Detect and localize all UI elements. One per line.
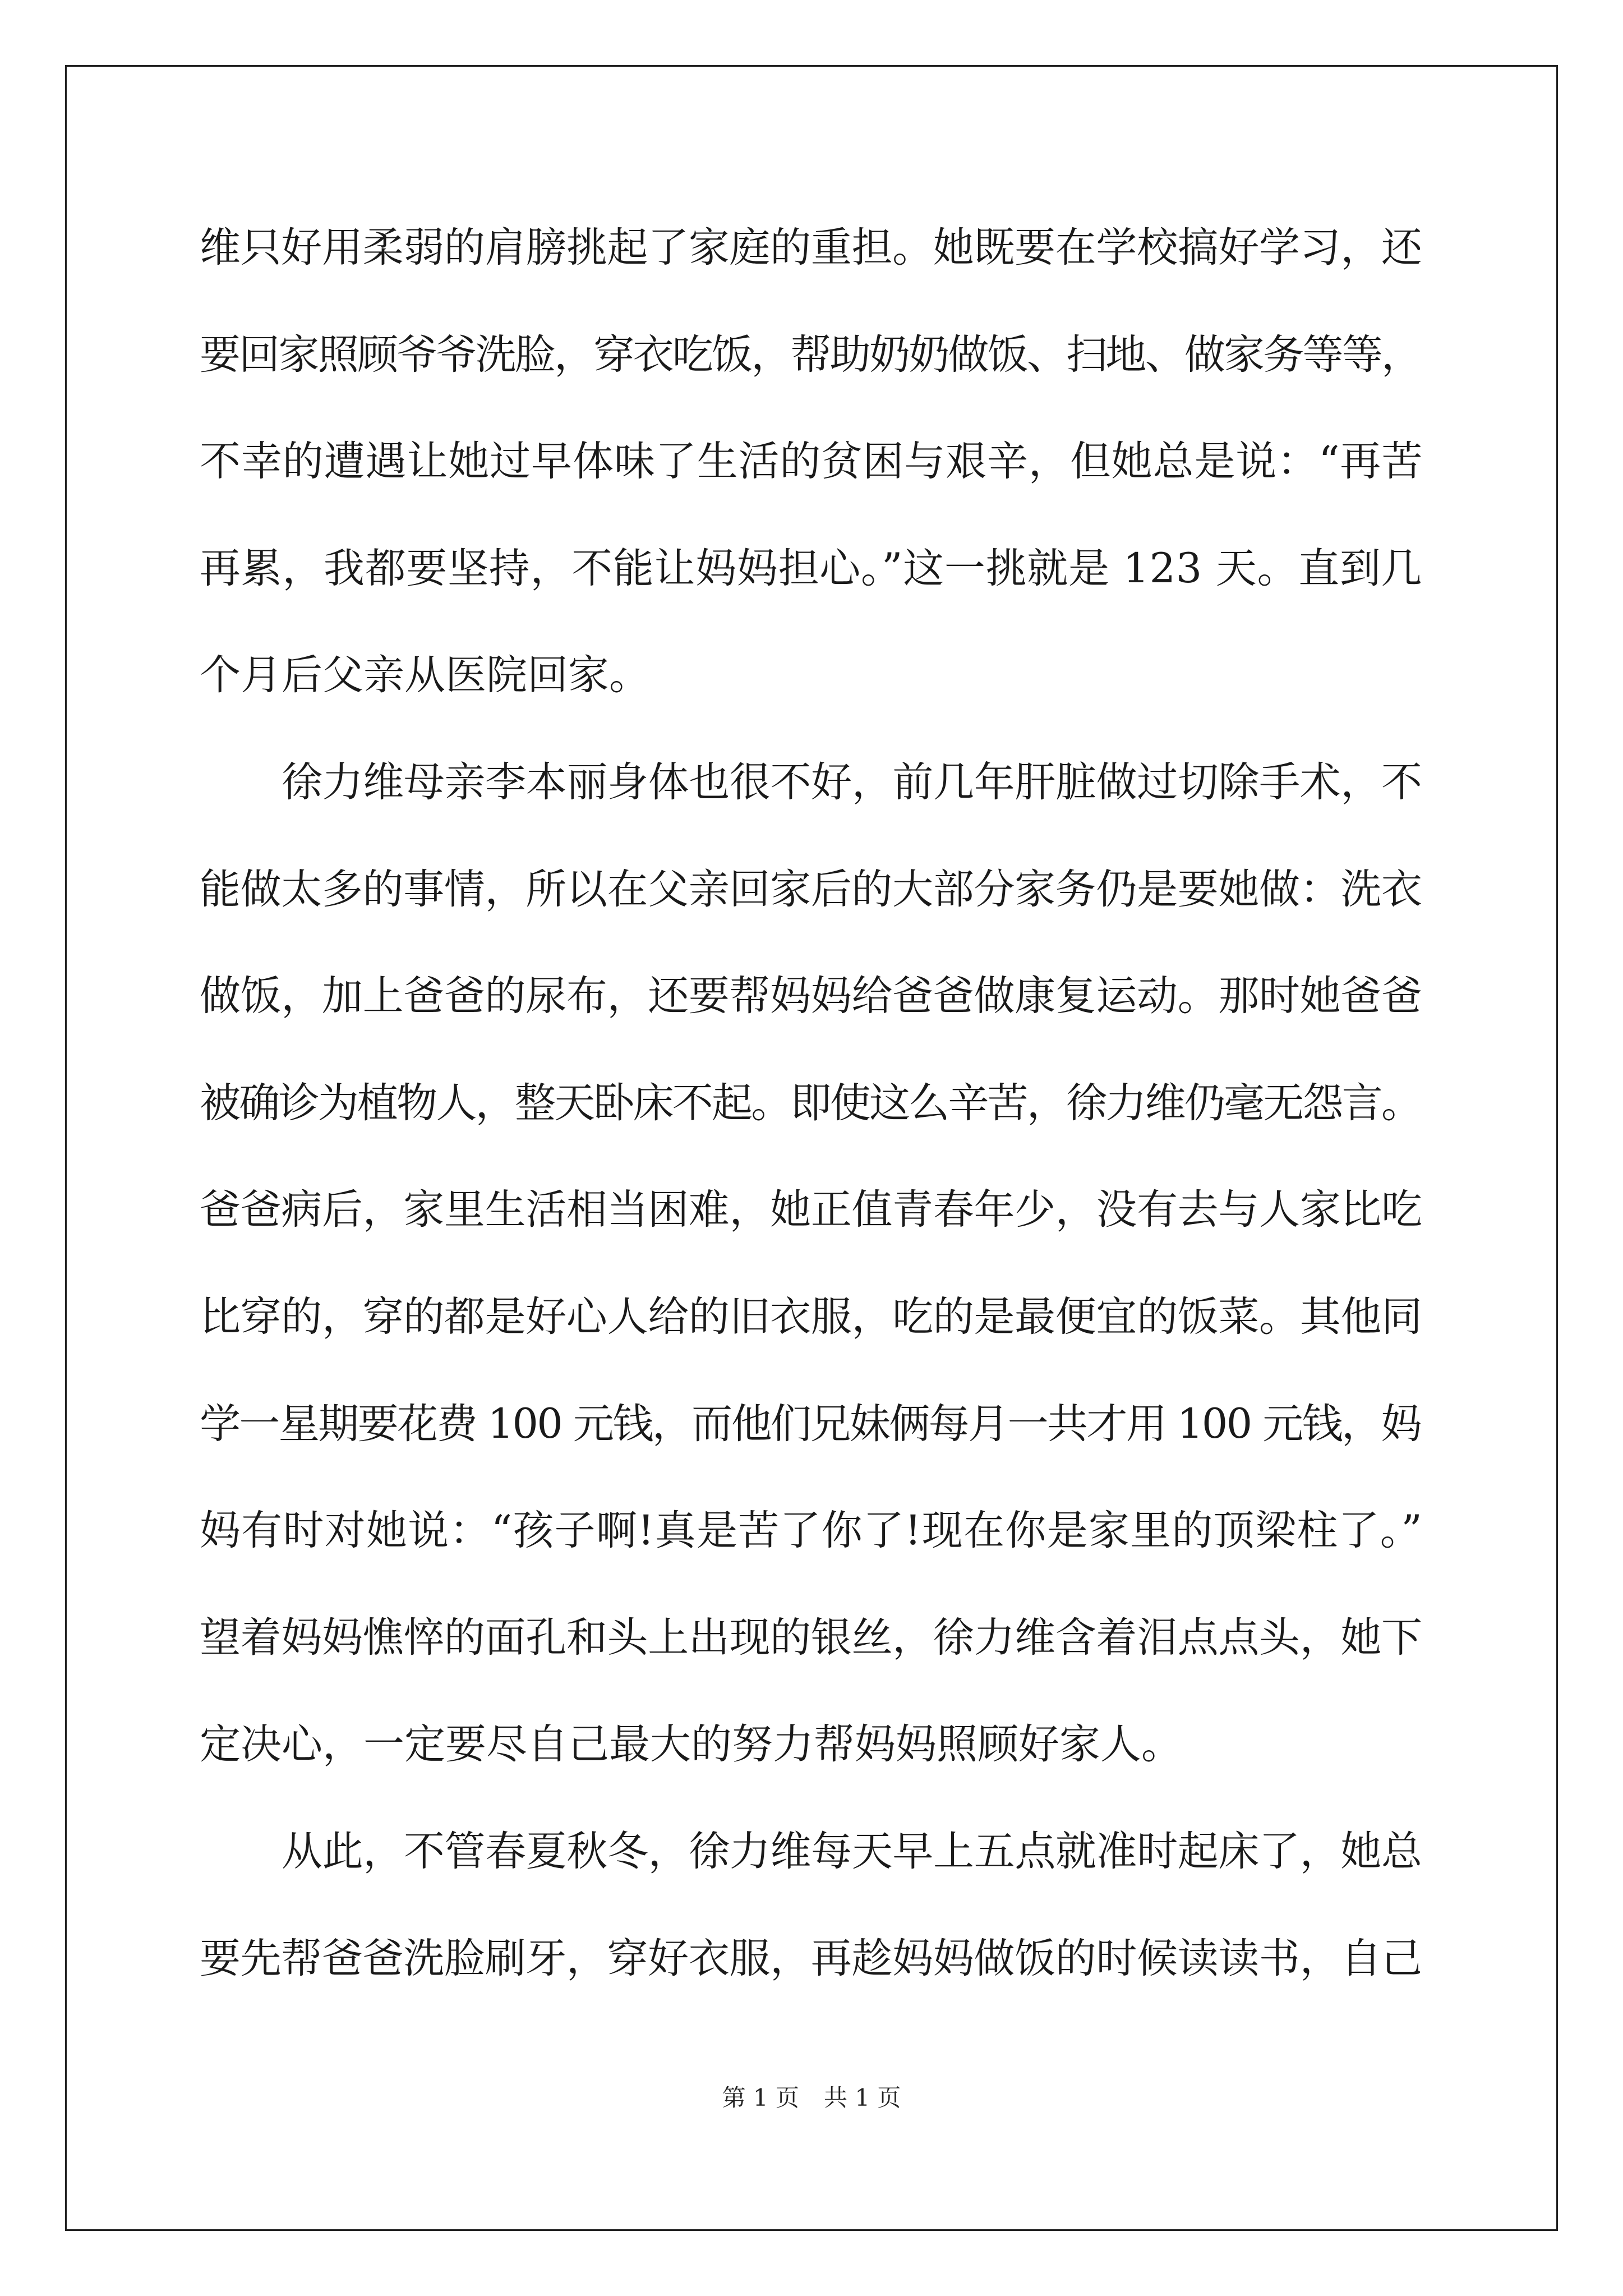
text-line-paragraph-start: 徐力维母亲李本丽身体也很不好，前几年肝脏做过切除手术，不 xyxy=(282,758,1422,806)
page-number-current: 第 1 页 xyxy=(722,2084,799,2111)
text-line: 定决心，一定要尽自己最大的努力帮妈妈照顾好家人。 xyxy=(200,1720,1182,1768)
text-line: 维只好用柔弱的肩膀挑起了家庭的重担。她既要在学校搞好学习，还 xyxy=(200,224,1422,272)
text-line: 个月后父亲从医院回家。 xyxy=(200,651,650,699)
text-line: 要先帮爸爸洗脸刷牙，穿好衣服，再趁妈妈做饭的时候读读书，自己 xyxy=(200,1935,1422,1982)
text-line: 被确诊为植物人，整天卧床不起。即使这么辛苦，徐力维仍毫无怨言。 xyxy=(200,1079,1421,1127)
text-line: 不幸的遭遇让她过早体味了生活的贫困与艰辛，但她总是说：“再苦 xyxy=(200,438,1423,485)
page-footer xyxy=(0,2081,1623,2115)
page-border xyxy=(65,65,1558,2231)
text-line: 要回家照顾爷爷洗脸，穿衣吃饭，帮助奶奶做饭、扫地、做家务等等， xyxy=(200,331,1421,379)
text-line: 再累，我都要坚持，不能让妈妈担心。”这一挑就是 123 天。直到几 xyxy=(200,545,1423,592)
text-line-paragraph-start: 从此，不管春夏秋冬，徐力维每天早上五点就准时起床了，她总 xyxy=(282,1828,1422,1875)
text-line: 爸爸病后，家里生活相当困难，她正值青春年少，没有去与人家比吃 xyxy=(200,1186,1422,1234)
text-line: 妈有时对她说：“孩子啊!真是苦了你了!现在你是家里的顶梁柱了。” xyxy=(200,1507,1423,1554)
text-line: 学一星期要花费 100 元钱，而他们兄妹俩每月一共才用 100 元钱，妈 xyxy=(200,1400,1421,1448)
text-line: 望着妈妈憔悴的面孔和头上出现的银丝，徐力维含着泪点点头，她下 xyxy=(200,1614,1422,1662)
text-line: 比穿的，穿的都是好心人给的旧衣服，吃的是最便宜的饭菜。其他同 xyxy=(200,1293,1422,1341)
text-line: 能做太多的事情，所以在父亲回家后的大部分家务仍是要她做：洗衣 xyxy=(200,866,1422,913)
page-number-total: 共 1 页 xyxy=(824,2084,901,2111)
text-line: 做饭，加上爸爸的尿布，还要帮妈妈给爸爸做康复运动。那时她爸爸 xyxy=(200,972,1422,1020)
